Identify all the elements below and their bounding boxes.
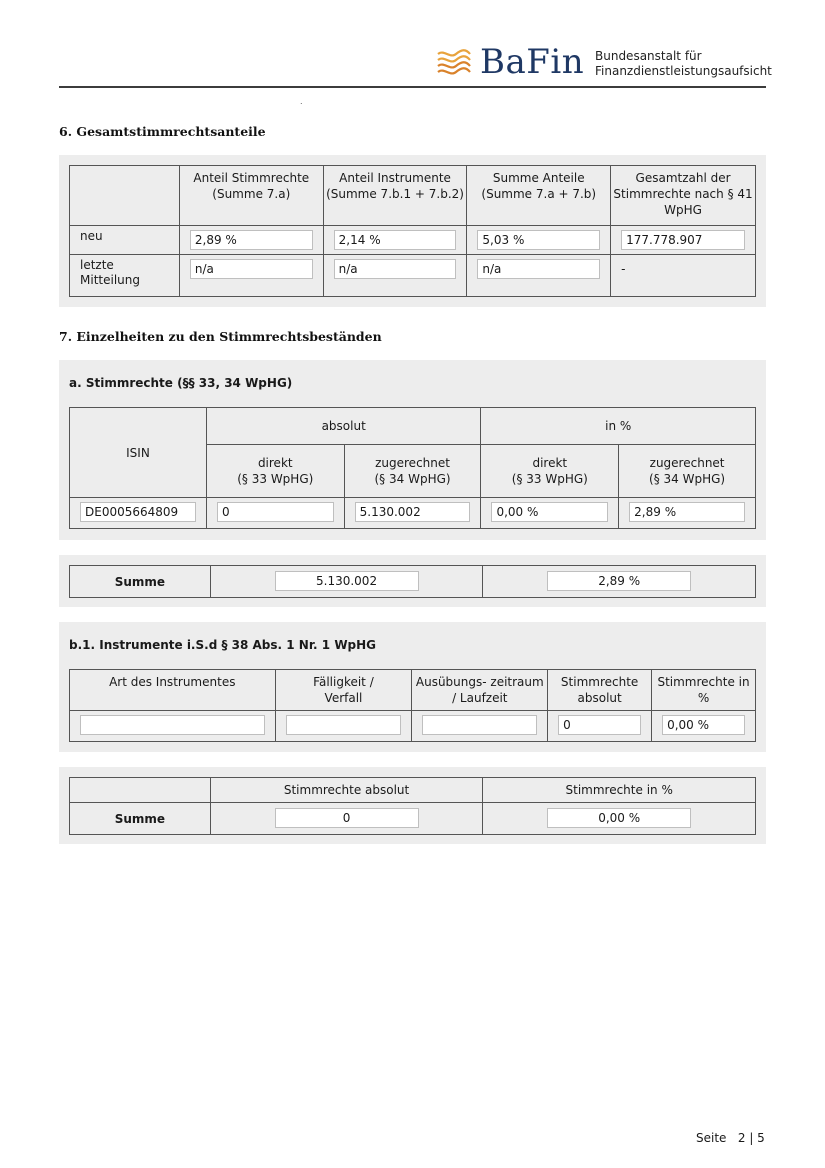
pct-zugerechnet-field[interactable]: 2,89 %: [629, 502, 745, 522]
instrument-ausuebung-field[interactable]: [422, 715, 537, 735]
instruments-sum-table: [69, 777, 756, 835]
instruments-table: [69, 669, 756, 742]
page-number: 2 | 5: [737, 1131, 765, 1145]
direkt-label: direkt: [257, 456, 293, 470]
col-header-stimmrechte-absolut: Stimmrechte absolut: [548, 670, 652, 711]
direkt-law-label: (§ 33 WpHG): [237, 472, 314, 486]
agency-name: [595, 49, 772, 79]
col-header-faelligkeit: Fälligkeit / Verfall: [275, 670, 412, 711]
zugerechnet-law-label: (§ 34 WpHG): [649, 472, 726, 486]
header-divider: [59, 86, 766, 88]
col-header-stimmrechte: Anteil Stimmrechte (Summe 7.a): [179, 166, 323, 226]
section-7b1-title: b.1. Instrumente i.S.d § 38 Abs. 1 Nr. 1 WpHG: [69, 638, 377, 652]
col-header-instrumente: Anteil Instrumente (Summe 7.b.1 + 7.b.2): [323, 166, 467, 226]
abs-zugerechnet-header: [344, 445, 481, 498]
voting-rights-table: [69, 407, 756, 529]
col-header-stimmrechte-pct: Stimmrechte in %: [652, 670, 756, 711]
neu-gesamtzahl-field[interactable]: 177.778.907: [621, 230, 745, 250]
table-row: [70, 498, 756, 529]
abs-direkt-field[interactable]: 0: [217, 502, 334, 522]
percent-header: in %: [481, 408, 756, 445]
abs-direkt-header: [206, 445, 344, 498]
bafin-logo-text: BaFin: [480, 42, 585, 82]
sum-col-header-abs: Stimmrechte absolut: [210, 778, 483, 803]
neu-summe-field[interactable]: 5,03 %: [477, 230, 600, 250]
isin-header: ISIN: [70, 408, 207, 498]
neu-instrumente-field[interactable]: 2,14 %: [334, 230, 457, 250]
direkt-label: direkt: [532, 456, 568, 470]
total-voting-rights-table: [69, 165, 756, 297]
table-row: [70, 711, 756, 742]
isin-field[interactable]: DE0005664809: [80, 502, 196, 522]
row-label-letzte-mitteilung: letzte Mitteilung: [70, 255, 180, 297]
abs-zugerechnet-field[interactable]: 5.130.002: [355, 502, 471, 522]
section-7-title: 7. Einzelheiten zu den Stimmrechtsbeständen: [59, 329, 382, 344]
zugerechnet-label: zugerechnet: [375, 456, 450, 470]
sum-col-header-pct: Stimmrechte in %: [483, 778, 756, 803]
zugerechnet-label: zugerechnet: [649, 456, 725, 470]
summe-label: Summe: [70, 566, 211, 598]
col-header-art: Art des Instrumentes: [70, 670, 276, 711]
table-row: [70, 255, 756, 297]
letzte-instrumente-field[interactable]: n/a: [334, 259, 457, 279]
instrument-faelligkeit-field[interactable]: [286, 715, 402, 735]
col-header-gesamtzahl: Gesamtzahl der Stimmrechte nach § 41 WpHG: [611, 166, 756, 226]
letzte-summe-field[interactable]: n/a: [477, 259, 600, 279]
instruments-summe-pct-field[interactable]: 0,00 %: [547, 808, 691, 828]
pct-direkt-header: [481, 445, 619, 498]
stray-dot: .: [300, 97, 303, 106]
summe-label: Summe: [70, 803, 211, 835]
summe-pct-field[interactable]: 2,89 %: [547, 571, 691, 591]
section-6-title: 6. Gesamtstimmrechtsanteile: [59, 124, 266, 139]
instrument-pct-field[interactable]: 0,00 %: [662, 715, 745, 735]
col-header-ausuebung: Ausübungs- zeitraum / Laufzeit: [412, 670, 548, 711]
voting-rights-sum-table: [69, 565, 756, 598]
bafin-logo-icon: [436, 48, 472, 80]
agency-line-2: Finanzdienstleistungsaufsicht: [595, 64, 772, 78]
page-label: Seite: [696, 1131, 727, 1145]
agency-line-1: Bundesanstalt für: [595, 49, 702, 63]
letzte-gesamtzahl-value: -: [621, 262, 626, 276]
header-empty: [70, 778, 211, 803]
summe-abs-field[interactable]: 5.130.002: [275, 571, 419, 591]
absolut-header: absolut: [206, 408, 481, 445]
table-row: [70, 226, 756, 255]
header-empty: [70, 166, 180, 226]
instruments-summe-abs-field[interactable]: 0: [275, 808, 419, 828]
pct-direkt-field[interactable]: 0,00 %: [491, 502, 608, 522]
instrument-abs-field[interactable]: 0: [558, 715, 641, 735]
col-header-summe: Summe Anteile (Summe 7.a + 7.b): [467, 166, 611, 226]
page-footer: [696, 1131, 765, 1145]
neu-stimmrechte-field[interactable]: 2,89 %: [190, 230, 313, 250]
letzte-stimmrechte-field[interactable]: n/a: [190, 259, 313, 279]
direkt-law-label: (§ 33 WpHG): [511, 472, 588, 486]
pct-zugerechnet-header: [619, 445, 756, 498]
zugerechnet-law-label: (§ 34 WpHG): [374, 472, 451, 486]
instrument-art-field[interactable]: [80, 715, 265, 735]
row-label-neu: neu: [70, 226, 180, 255]
section-7a-title: a. Stimmrechte (§§ 33, 34 WpHG): [69, 376, 293, 390]
